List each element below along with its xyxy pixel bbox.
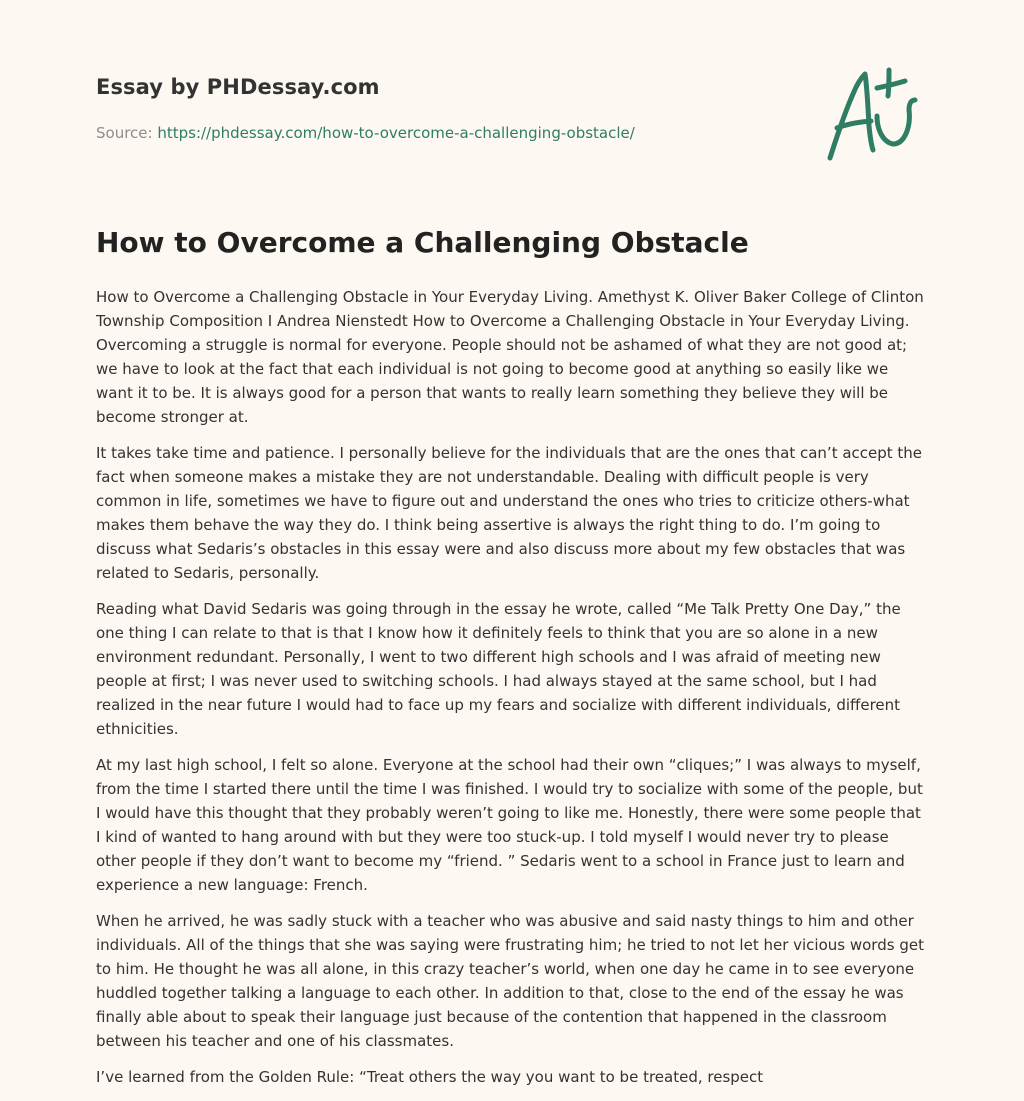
essay-title: How to Overcome a Challenging Obstacle xyxy=(96,226,749,259)
source-link[interactable]: https://phdessay.com/how-to-overcome-a-challenging-obstacle/ xyxy=(157,124,635,142)
essay-paragraph: It takes take time and patience. I personally believe for the individuals that are the ones that can’t accept the fact when someone makes a mistake they are not understandable. Dealing with difficult people is very common in life, sometimes we have to figure out and understand the ones who tries to criticize others-what makes them behave the way they do. I think being assertive is always the right thing to do. I’m going to discuss what Sedaris’s obstacles in this essay were and also discuss more about my few obstacles that was related to Sedaris, personally. xyxy=(96,444,923,582)
logo-curl-stroke xyxy=(877,100,915,144)
essay-paragraph: How to Overcome a Challenging Obstacle in Your Everyday Living. Amethyst K. Oliver Baker College of Clinton Township Composition I Andrea Nienstedt How to Overcome a Challenging Obstacle in Your Everyday Living. Overcoming a struggle is normal for everyone. People should not be ashamed of what they are not good at; we have to look at the fact that each individual is not going to become good at anything so easily like we want it to be. It is always good for a person that wants to really learn something they believe they will be become stronger at. xyxy=(96,288,924,426)
essay-paragraph: At my last high school, I felt so alone. Everyone at the school had their own “cliques;” I was always to myself, from the time I started there until the time I was finished. I would try to socialize with some of the people, but I would have this thought that they probably weren’t going to like me. Honestly, there were some people that I kind of wanted to hang around with but they were too stuck-up. I told myself I would never try to please other people if they don’t want to become my “friend. ” Sedaris went to a school in France just to learn and experience a new language: French. xyxy=(96,756,923,894)
essay-page xyxy=(96,0,928,1100)
essay-body xyxy=(96,285,928,1101)
a-plus-logo-icon xyxy=(823,66,928,166)
logo-a-stroke xyxy=(830,74,873,158)
site-brand-title: Essay by PHDessay.com xyxy=(96,75,380,99)
essay-paragraph: Reading what David Sedaris was going through in the essay he wrote, called “Me Talk Pretty One Day,” the one thing I can relate to that is that I know how it definitely feels to think that you are so alone in a new environment redundant. Personally, I went to two different high schools and I was afraid of meeting new people at first; I was never used to switching schools. I had always stayed at the same school, but I had realized in the near future I would had to face up my fears and socialize with different individuals, different ethnicities. xyxy=(96,600,901,738)
essay-paragraph: I’ve learned from the Golden Rule: “Treat others the way you want to be treated, respect xyxy=(96,1068,764,1086)
source-line xyxy=(96,124,635,142)
essay-paragraph: When he arrived, he was sadly stuck with a teacher who was abusive and said nasty things to him and other individuals. All of the things that she was saying were frustrating him; he tried to not let her vicious words get to him. He thought he was all alone, in this crazy teacher’s world, when one day he came in to see everyone huddled together talking a language to each other. In addition to that, close to the end of the essay he was finally able about to speak their language just because of the contention that happened in the classroom between his teacher and one of his classmates. xyxy=(96,912,924,1050)
source-label: Source: xyxy=(96,124,158,142)
